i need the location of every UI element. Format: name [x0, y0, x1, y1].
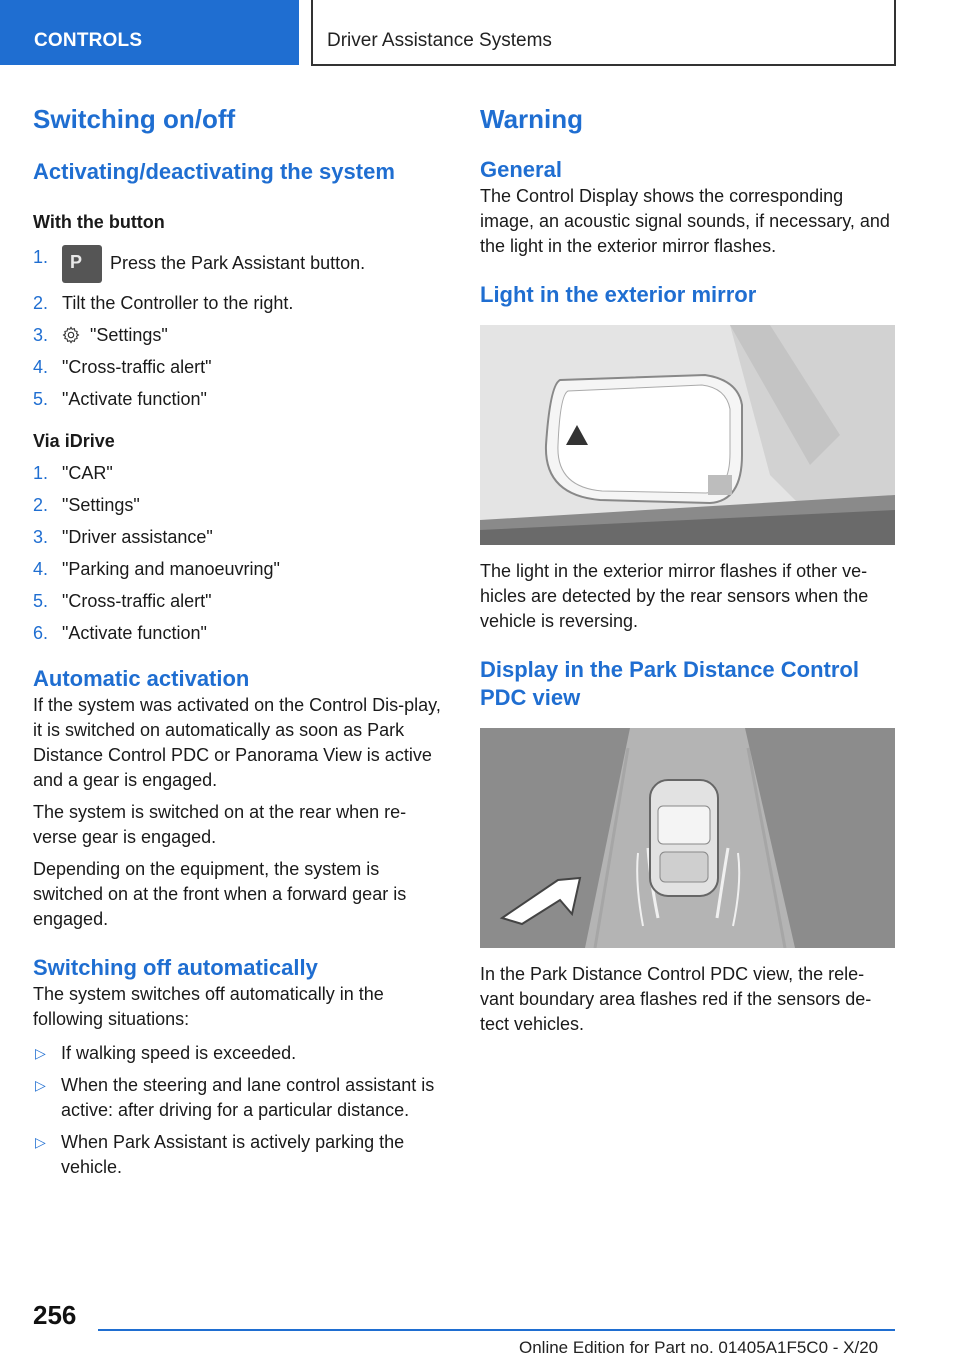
- step-text: "Settings": [62, 495, 140, 515]
- list-item: [33, 525, 448, 549]
- section-title: CONTROLS: [34, 30, 143, 51]
- step-text: "Parking and manoeuvring": [62, 559, 280, 579]
- step-text: "CAR": [62, 463, 113, 483]
- general-heading: General: [480, 157, 562, 182]
- park-assistant-icon-label: P: [70, 252, 83, 272]
- pdc-display-heading: Display in the Park Distance Control PDC view: [480, 657, 859, 710]
- bullet-text: When the steering and lane control assistant is active: after driving for a particular distance.: [61, 1075, 435, 1120]
- list-item: [33, 387, 448, 411]
- via-idrive-heading: Via iDrive: [33, 431, 115, 451]
- chapter-header: [311, 0, 896, 66]
- step-number: 1.: [33, 463, 49, 483]
- automatic-activation-text-1: If the system was activated on the Control Dis-play, it is switched on automatically as soon as Park Distance Control PDC or Panorama View is active and a gear is engaged.: [33, 695, 441, 790]
- park-assistant-button-icon: [62, 245, 102, 283]
- triangle-bullet-icon: ▷: [35, 1077, 46, 1093]
- mirror-light-heading: Light in the exterior mirror: [480, 282, 757, 307]
- idrive-steps-list: [33, 461, 448, 645]
- list-item: [33, 621, 448, 645]
- switching-off-list: [33, 1041, 448, 1180]
- step-text: Press the Park Assistant button.: [110, 253, 366, 273]
- automatic-activation-text-3: Depending on the equipment, the system is switched on at the front when a forward gear is engaged.: [33, 859, 407, 929]
- bullet-text: When Park Assistant is actively parking the vehicle.: [61, 1132, 405, 1177]
- list-item: [33, 557, 448, 581]
- step-number: 4.: [33, 559, 49, 579]
- switching-off-text: The system switches off automatically in the following situations:: [33, 984, 384, 1029]
- left-column: [33, 100, 448, 1187]
- footer-divider: [98, 1329, 895, 1331]
- step-number: 3.: [33, 527, 49, 547]
- automatic-activation-heading: Automatic activation: [33, 666, 250, 691]
- subheading-activating: Activating/deactivating the system: [33, 159, 395, 184]
- step-number: 5.: [33, 389, 49, 409]
- button-steps-list: [33, 245, 448, 411]
- list-item: [33, 589, 448, 613]
- bullet-text: If walking speed is exceeded.: [61, 1043, 297, 1063]
- exterior-mirror-image: [480, 325, 895, 545]
- step-text: Tilt the Controller to the right.: [62, 293, 294, 313]
- page-number: 256: [33, 1300, 77, 1330]
- list-item: [33, 1130, 448, 1180]
- warning-heading: Warning: [480, 104, 584, 134]
- list-item: [33, 493, 448, 517]
- section-heading-switching: Switching on/off: [33, 104, 236, 134]
- step-number: 2.: [33, 293, 49, 313]
- list-item: [33, 461, 448, 485]
- list-item: [33, 323, 448, 347]
- edition-footer: Online Edition for Part no. 01405A1F5C0 - X/20: [519, 1338, 879, 1357]
- step-number: 1.: [33, 247, 49, 267]
- step-number: 3.: [33, 325, 49, 345]
- step-number: 4.: [33, 357, 49, 377]
- settings-gear-icon: [62, 326, 80, 344]
- pdc-view-image: [480, 728, 895, 948]
- list-item: [33, 1073, 448, 1123]
- mirror-light-text: The light in the exterior mirror flashes if other ve-hicles are detected by the rear sensors when the vehicle is reversing.: [480, 561, 869, 631]
- step-text: "Cross-traffic alert": [62, 591, 212, 611]
- list-item: [33, 291, 448, 315]
- step-number: 2.: [33, 495, 49, 515]
- step-number: 6.: [33, 623, 49, 643]
- right-column: [480, 100, 896, 1037]
- automatic-activation-text-2: The system is switched on at the rear when re-verse gear is engaged.: [33, 802, 407, 847]
- triangle-bullet-icon: ▷: [35, 1134, 46, 1150]
- chapter-title: Driver Assistance Systems: [327, 30, 552, 51]
- with-button-heading: With the button: [33, 212, 165, 232]
- pdc-display-text: In the Park Distance Control PDC view, the rele-vant boundary area flashes red if the sensors de-tect vehicles.: [480, 964, 872, 1034]
- step-text: "Settings": [90, 325, 168, 345]
- step-text: "Activate function": [62, 623, 207, 643]
- step-number: 5.: [33, 591, 49, 611]
- step-text: "Driver assistance": [62, 527, 213, 547]
- list-item: [33, 355, 448, 379]
- section-tab: [0, 0, 299, 65]
- step-text: "Activate function": [62, 389, 207, 409]
- list-item: [33, 245, 448, 283]
- general-text: The Control Display shows the corresponding image, an acoustic signal sounds, if necessary, and the light in the exterior mirror flashes.: [480, 186, 890, 256]
- triangle-bullet-icon: ▷: [35, 1045, 46, 1061]
- list-item: [33, 1041, 448, 1066]
- switching-off-heading: Switching off automatically: [33, 955, 318, 980]
- step-text: "Cross-traffic alert": [62, 357, 212, 377]
